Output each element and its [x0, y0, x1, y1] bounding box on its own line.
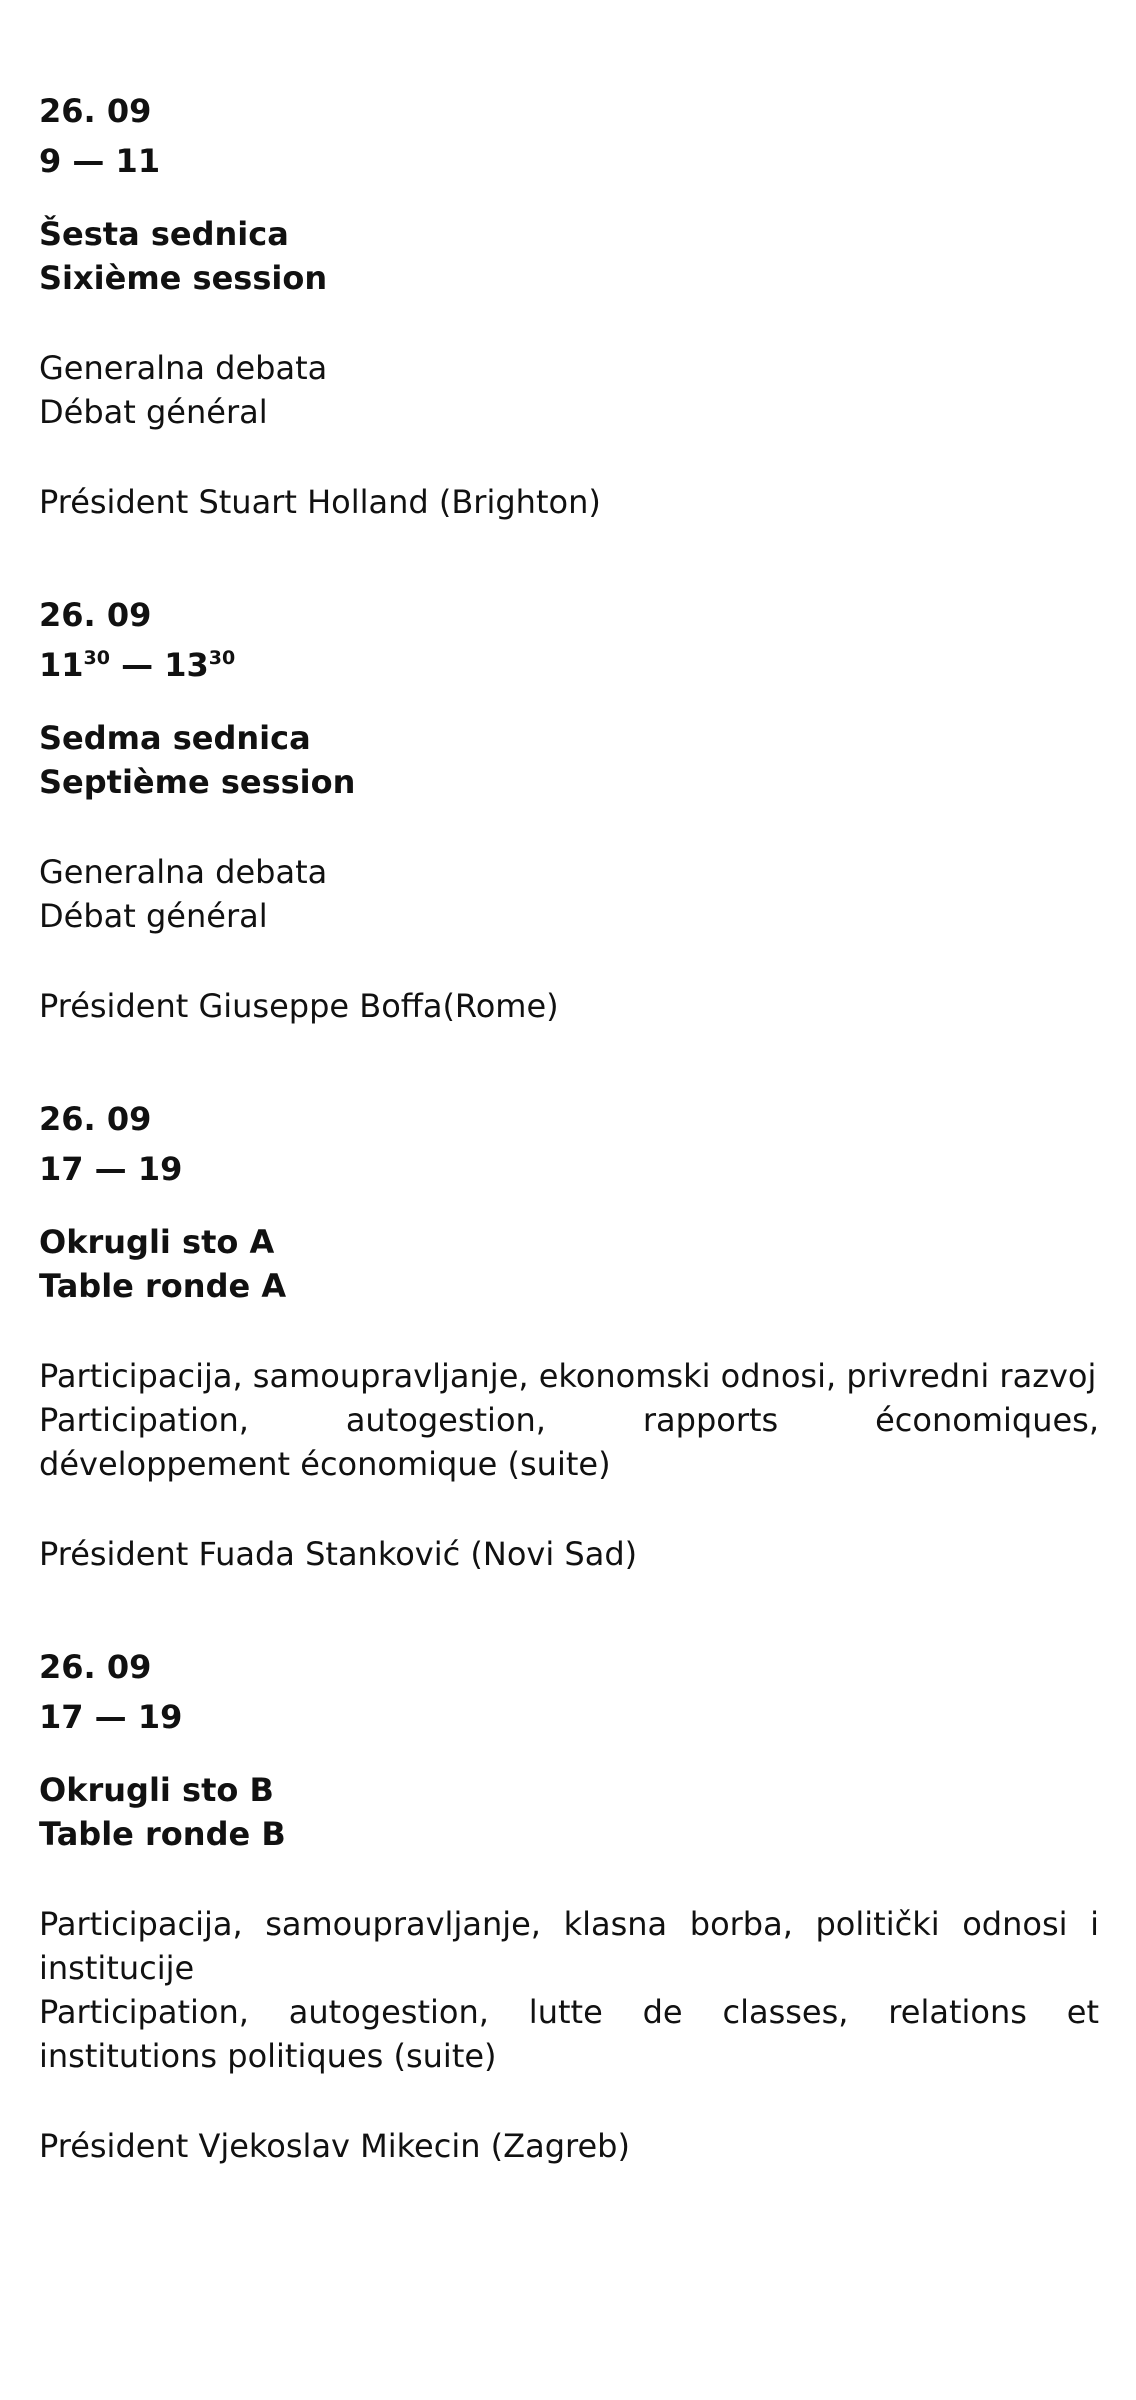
session-title-fr: Septième session [39, 763, 356, 801]
session-block [39, 1096, 1099, 1576]
session-title [39, 716, 1099, 804]
session-topic-fr: Débat général [39, 897, 268, 935]
session-title-fr: Table ronde B [39, 1815, 286, 1853]
session-time [39, 1146, 1099, 1192]
session-title-fr: Sixième session [39, 259, 328, 297]
session-title-sr: Šesta sednica [39, 215, 289, 253]
session-topic [39, 346, 1099, 434]
time-end: 13 [164, 646, 209, 684]
session-block [39, 592, 1099, 1028]
session-block [39, 88, 1099, 524]
time-start: 17 [39, 1150, 84, 1188]
time-start: 9 [39, 142, 62, 180]
session-date: 26. 09 [39, 92, 152, 130]
session-time [39, 1694, 1099, 1740]
time-separator: — [109, 646, 165, 684]
session-president: Président Fuada Stanković (Novi Sad) [39, 1535, 638, 1573]
time-separator: — [83, 1698, 138, 1736]
time-end: 11 [115, 142, 161, 180]
session-date: 26. 09 [39, 596, 152, 634]
time-end: 19 [137, 1150, 183, 1188]
time-separator: — [83, 1150, 138, 1188]
session-title-sr: Okrugli sto B [39, 1771, 274, 1809]
session-title-sr: Okrugli sto A [39, 1223, 275, 1261]
session-topic [39, 1354, 1099, 1486]
session-topic-sr: Participacija, samoupravljanje, klasna borba, politički odnosi i institucije [39, 1905, 1099, 1987]
session-president: Président Vjekoslav Mikecin (Zagreb) [39, 2127, 630, 2165]
session-time [39, 138, 1099, 184]
session-title-fr: Table ronde A [39, 1267, 287, 1305]
session-topic [39, 1902, 1099, 2078]
program-page [39, 88, 1099, 2236]
session-date: 26. 09 [39, 1648, 152, 1686]
time-separator: — [61, 142, 116, 180]
session-date: 26. 09 [39, 1100, 152, 1138]
session-title-sr: Sedma sednica [39, 719, 311, 757]
session-president: Président Stuart Holland (Brighton) [39, 483, 601, 521]
session-topic [39, 850, 1099, 938]
session-topic-sr: Generalna debata [39, 853, 328, 891]
session-title [39, 1220, 1099, 1308]
time-end-minutes: 30 [208, 647, 236, 669]
session-block [39, 1644, 1099, 2168]
session-topic-fr: Débat général [39, 393, 268, 431]
time-end: 19 [137, 1698, 183, 1736]
time-start: 17 [39, 1698, 84, 1736]
session-time [39, 642, 1099, 688]
session-topic-sr: Generalna debata [39, 349, 328, 387]
session-topic-sr: Participacija, samoupravljanje, ekonomski odnosi, privredni razvoj [39, 1357, 1097, 1395]
session-topic-fr: Participation, autogestion, lutte de classes, relations et institutions politiques (suite) [39, 1993, 1099, 2075]
time-start: 11 [39, 646, 84, 684]
time-start-minutes: 30 [83, 647, 110, 669]
session-president: Président Giuseppe Boffa(Rome) [39, 987, 559, 1025]
session-title [39, 1768, 1099, 1856]
session-title [39, 212, 1099, 300]
session-topic-fr: Participation, autogestion, rapports économiques, développement économique (suite) [39, 1401, 1099, 1483]
